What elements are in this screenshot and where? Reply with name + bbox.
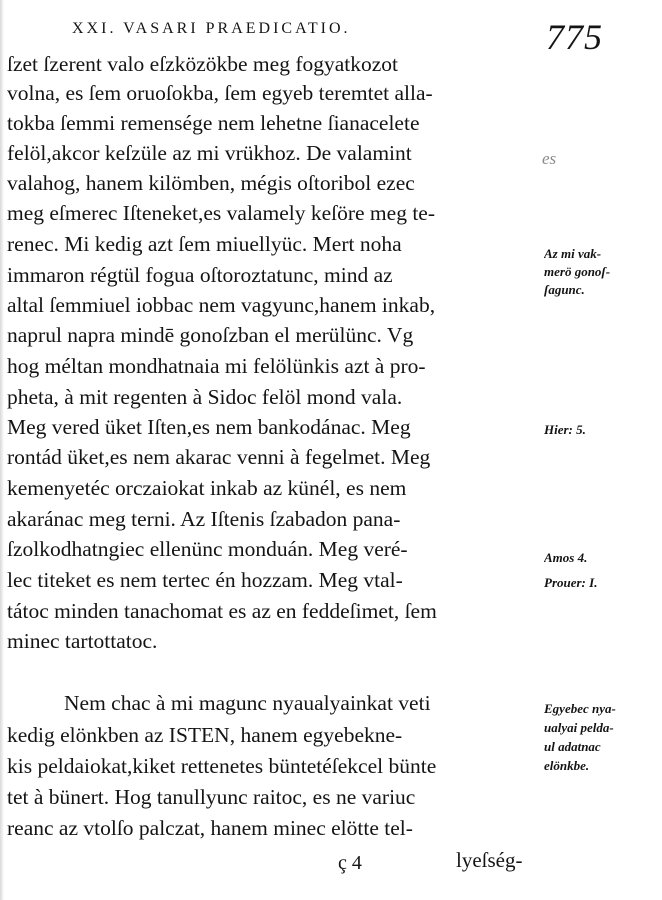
margin-note-prouer: Prouer: I. — [544, 575, 598, 590]
text-line: hog méltan mondhatnaia mi felölünkis azt à pro- — [7, 354, 426, 378]
text-line: felöl,akcor keſzüle az mi vrükhoz. De valamint — [7, 141, 412, 165]
text-line: kis peldaiokat,kiket rettenetes büntetéſekcel bünte — [7, 754, 437, 778]
text-line: tet à bünert. Hog tanullyunc raitoc, es ne variuc — [7, 785, 416, 809]
text-line: reanc az vtolſo palczat, hanem minec elötte tel- — [7, 816, 413, 840]
text-line: renec. Mi kedig azt ſem miuellyüc. Mert noha — [7, 232, 402, 256]
margin-note-line: ualyai pelda- — [544, 720, 614, 735]
paragraph-first-line: Nem chac à mi magunc nyaualyainkat veti — [64, 691, 431, 715]
text-line: naprul napra mindē gonoſzban el merülünc. Vg — [7, 323, 414, 347]
text-line: pheta, à mit regenten à Sidoc felöl mond vala. — [7, 385, 403, 409]
margin-note-line: ul adatnac — [544, 739, 601, 754]
margin-note-line: elönkbe. — [544, 758, 590, 773]
running-title: XXI. VASARI PRAEDICATIO. — [72, 20, 351, 37]
catchword: lyeſség- — [456, 848, 523, 872]
text-line: meg eſmerec Iſteneket,es valamely keſöre meg te- — [7, 201, 435, 225]
text-line: immaron régtül fogua oſtoroztatunc, mind az — [7, 263, 393, 287]
text-line: tátoc minden tanachomat es az en feddeſimet, ſem — [7, 599, 437, 623]
text-line: minec tartottatoc. — [7, 629, 158, 653]
text-line: lec titeket es nem tertec én hozzam. Meg vtal- — [7, 568, 403, 592]
margin-note-line: Egyebec nya- — [544, 701, 616, 716]
text-line: ſzolkodhatngiec ellenünc monduán. Meg veré- — [7, 537, 408, 561]
text-line: ſzet ſzerent valo eſzközökbe meg fogyatkozot — [7, 52, 399, 76]
margin-note-amos: Amos 4. — [544, 550, 588, 565]
text-line: volna, es ſem oruoſokba, ſem egyeb teremtet alla- — [7, 81, 433, 105]
text-line: tokba ſemmi remensége nem lehetne ſianacelete — [7, 111, 420, 135]
margin-note-hier: Hier: 5. — [544, 422, 586, 437]
text-line: kemenyetéc orczaiokat inkab az künél, es nem — [7, 476, 407, 500]
margin-note-line: ſagunc. — [544, 282, 585, 297]
text-line: Meg vered üket Iſten,es nem bankodánac. Meg — [7, 415, 411, 439]
text-line: valahog, hanem kilömben, mégis oſtoribol ezec — [7, 171, 415, 195]
text-line: altal ſemmiuel iobbac nem vagyunc,hanem inkab, — [7, 293, 436, 317]
text-line: kedig elönkben az ISTEN, hanem egyebekne- — [7, 723, 403, 747]
text-line: rontád üket,es nem akarac venni à fegelmet. Meg — [7, 445, 431, 469]
page-number: 775 — [546, 17, 603, 57]
margin-note-line: Az mi vak- — [544, 246, 602, 261]
page-gutter-shadow — [0, 0, 4, 900]
signature-mark: ç 4 — [338, 852, 362, 874]
margin-note-line: merö gonoſ- — [544, 264, 611, 279]
margin-note-es: es — [542, 150, 557, 167]
text-line: akaránac meg terni. Az Iſtenis ſzabadon pana- — [7, 507, 401, 531]
